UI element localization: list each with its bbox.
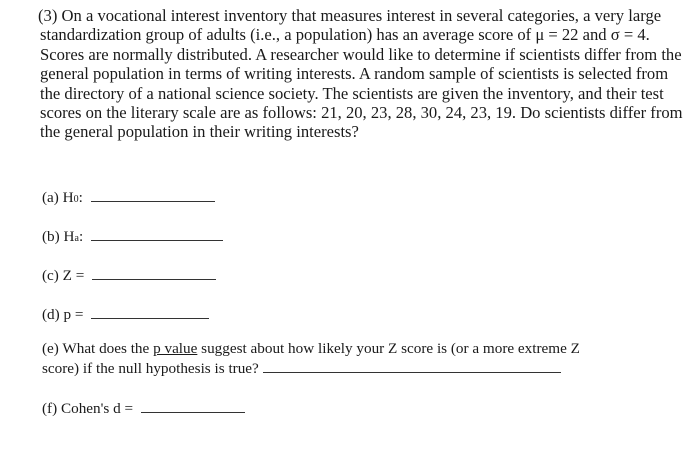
- answer-blank-f[interactable]: [141, 398, 245, 413]
- answer-blank-b[interactable]: [91, 226, 223, 241]
- question-f-label: (f): [42, 400, 58, 417]
- answer-blank-c[interactable]: [92, 265, 216, 280]
- question-a: [42, 187, 215, 209]
- question-e-line2: score) if the null hypothesis is true?: [42, 360, 259, 377]
- question-e-part1: What does the: [62, 340, 150, 357]
- question-e-label: (e): [42, 340, 59, 357]
- question-e-underlined: p value: [153, 340, 198, 357]
- question-c: [42, 265, 216, 285]
- question-c-prompt: Z =: [62, 267, 85, 284]
- question-b-suffix: :: [78, 228, 84, 245]
- problem-number: (3): [38, 6, 58, 25]
- question-a-suffix: :: [78, 189, 83, 206]
- question-e: [42, 339, 580, 378]
- answer-blank-d[interactable]: [91, 304, 209, 319]
- question-e-line2-wrap: [42, 358, 580, 378]
- question-f-prompt: Cohen's d =: [60, 400, 134, 417]
- question-a-label: (a): [42, 189, 59, 206]
- answer-blank-a[interactable]: [91, 187, 215, 202]
- question-b: [42, 226, 223, 248]
- question-c-label: (c): [42, 267, 59, 284]
- problem-statement: [40, 6, 686, 142]
- question-a-subscript: 0: [73, 194, 79, 205]
- question-e-part2: suggest about how likely your Z score is (or a more extreme Z: [201, 340, 580, 357]
- answer-blank-e[interactable]: [263, 358, 561, 373]
- question-d-label: (d): [42, 306, 60, 323]
- question-a-prompt: H: [62, 189, 74, 206]
- question-d: [42, 304, 209, 324]
- question-b-prompt: H: [63, 228, 75, 245]
- problem-text: On a vocational interest inventory that measures interest in several categories, a very large standardization group of adults (i.e., a population) has an average score of μ = 22 and σ = 4. Scores are normally distributed. A researcher would like to determine if scientists differ from the general population in terms of writing interests. A random sample of scientists is selected from the directory of a national science society. The scientists are given the inventory, and their test scores on the literary scale are as follows: 21, 20, 23, 28, 30, 24, 23, 19. Do scientists differ from the general population in their writing interests?: [40, 6, 683, 142]
- question-b-label: (b): [42, 228, 60, 245]
- question-b-subscript: a: [74, 233, 79, 244]
- question-f: [42, 398, 245, 418]
- question-d-prompt: p =: [63, 306, 84, 323]
